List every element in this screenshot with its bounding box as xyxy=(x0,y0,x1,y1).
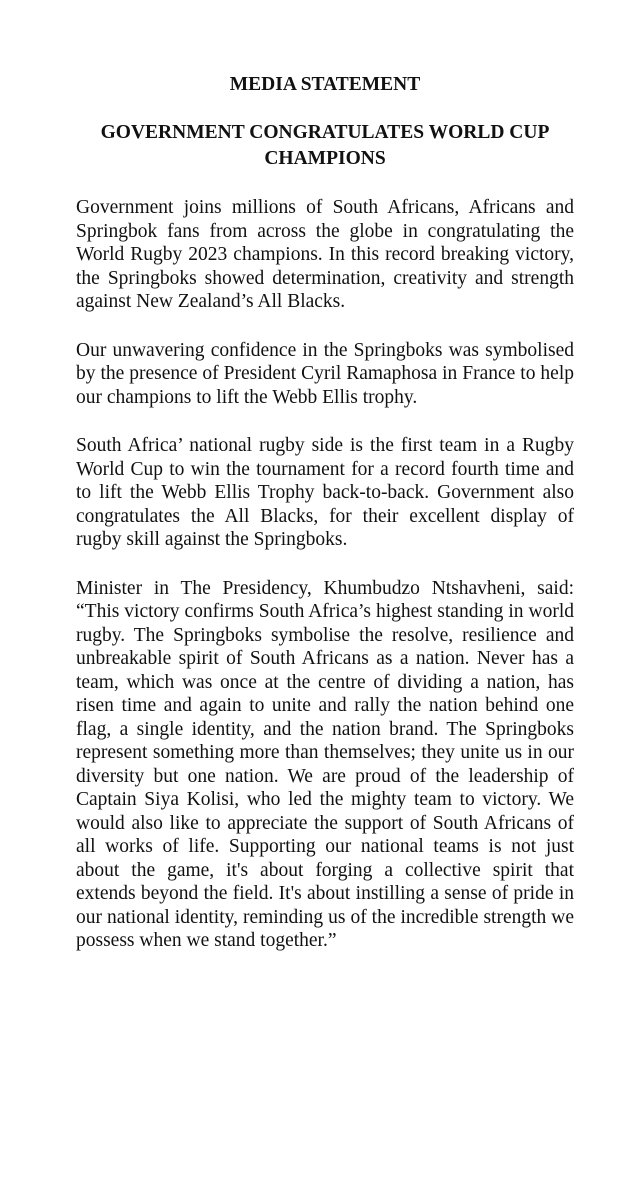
paragraph-minister-quote: Minister in The Presidency, Khumbudzo Ntshavheni, said: “This victory confirms South Africa’s highest standing in world rugby. The Springboks symbolise the resolve, resilience and unbreakable spirit of South Africans as a nation. Never has a team, which was once at the centre of dividing a nation, has risen time and again to unite and rally the nation behind one flag, a single identity, and the nation brand. The Springboks represent something more than themselves; they unite us in our diversity but one nation. We are proud of the leadership of Captain Siya Kolisi, who led the mighty team to victory. We would also like to appreciate the support of South Africans of all works of life. Supporting our national teams is not just about the game, it's about forging a collective spirit that extends beyond the field. It's about instilling a sense of pride in our national identity, reminding us of the incredible strength we possess when we stand together.” xyxy=(76,577,574,951)
paragraph-record: South Africa’ national rugby side is the first team in a Rugby World Cup to win the tournament for a record fourth time and to lift the Webb Ellis Trophy back-to-back. Government also congratulates the All Blacks, for their excellent display of rugby skill against the Springboks. xyxy=(76,435,574,550)
paragraph-confidence: Our unwavering confidence in the Springboks was symbolised by the presence of President Cyril Ramaphosa in France to help our champions to lift the Webb Ellis trophy. xyxy=(76,339,574,408)
statement-body xyxy=(76,196,574,953)
paragraph-intro: Government joins millions of South Africans, Africans and Springbok fans from across the globe in congratulating the World Rugby 2023 champions. In this record breaking victory, the Springboks showed determination, creativity and strength against New Zealand’s All Blacks. xyxy=(76,197,574,312)
statement-title: GOVERNMENT CONGRATULATES WORLD CUP CHAMPIONS xyxy=(100,122,550,169)
statement-label: MEDIA STATEMENT xyxy=(229,74,421,95)
